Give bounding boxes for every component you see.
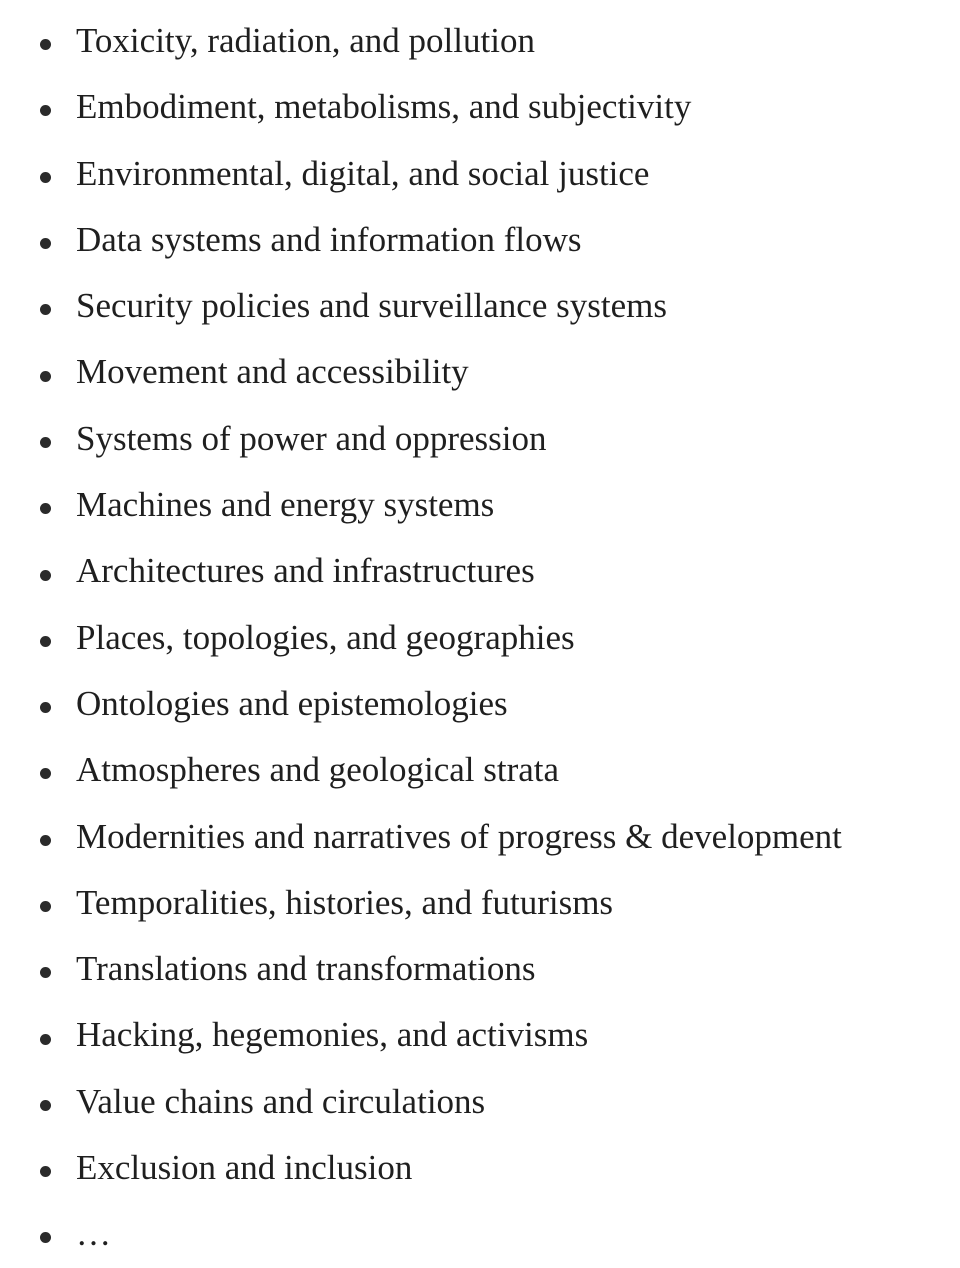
- topic-list: [0, 8, 960, 1268]
- list-item: [0, 870, 960, 936]
- list-item: [0, 273, 960, 339]
- bullet-icon: [40, 1166, 51, 1177]
- bullet-icon: [40, 105, 51, 116]
- list-item: [0, 74, 960, 140]
- list-item: [0, 141, 960, 207]
- bullet-icon: [40, 1034, 51, 1045]
- list-item: [0, 406, 960, 472]
- list-item: [0, 1069, 960, 1135]
- bullet-icon: [40, 768, 51, 779]
- list-item: [0, 538, 960, 604]
- bullet-icon: [40, 371, 51, 382]
- bullet-icon: [40, 437, 51, 448]
- list-item: [0, 737, 960, 803]
- list-item-label: Places, topologies, and geographies: [76, 617, 575, 657]
- list-item-label: Atmospheres and geological strata: [76, 750, 560, 790]
- list-item-label: Ontologies and epistemologies: [76, 683, 508, 723]
- bullet-icon: [40, 636, 51, 647]
- list-item-label: Toxicity, radiation, and pollution: [76, 21, 535, 60]
- list-item-label: Environmental, digital, and social justice: [76, 153, 650, 193]
- list-item-label: Exclusion and inclusion: [76, 1148, 413, 1188]
- list-item: [0, 671, 960, 737]
- list-item-label: Systems of power and oppression: [76, 418, 547, 458]
- list-item-label: Translations and transformations: [76, 949, 536, 989]
- bullet-icon: [40, 238, 51, 249]
- list-item: [0, 472, 960, 538]
- bullet-icon: [40, 1100, 51, 1111]
- bullet-icon: [40, 172, 51, 183]
- bullet-icon: [40, 39, 51, 50]
- list-item: [0, 1135, 960, 1201]
- list-item-label: Hacking, hegemonies, and activisms: [76, 1015, 589, 1055]
- list-item-label: Value chains and circulations: [76, 1081, 486, 1121]
- list-item-label: Security policies and surveillance systems: [76, 286, 667, 326]
- list-item-label: Embodiment, metabolisms, and subjectivity: [76, 87, 692, 127]
- list-item-label: Data systems and information flows: [76, 219, 582, 259]
- list-item-label: Modernities and narratives of progress & development: [76, 816, 842, 856]
- list-item: [0, 936, 960, 1002]
- bullet-icon: [40, 901, 51, 912]
- bullet-icon: [40, 304, 51, 315]
- list-item-label: Architectures and infrastructures: [76, 551, 535, 591]
- bullet-icon: [40, 835, 51, 846]
- list-item-label: Movement and accessibility: [76, 352, 469, 392]
- list-item: [0, 207, 960, 273]
- bullet-icon: [40, 967, 51, 978]
- list-item: [0, 339, 960, 405]
- list-item: [0, 804, 960, 870]
- list-item-label: Machines and energy systems: [76, 485, 495, 525]
- list-item-label: …: [76, 1214, 111, 1254]
- bullet-icon: [40, 503, 51, 514]
- bullet-icon: [40, 702, 51, 713]
- list-item: [0, 1002, 960, 1068]
- list-item: [0, 605, 960, 671]
- list-item: [0, 1201, 960, 1267]
- list-item-label: Temporalities, histories, and futurisms: [76, 882, 614, 922]
- bullet-icon: [40, 1232, 51, 1243]
- list-item: [0, 8, 960, 74]
- bullet-icon: [40, 570, 51, 581]
